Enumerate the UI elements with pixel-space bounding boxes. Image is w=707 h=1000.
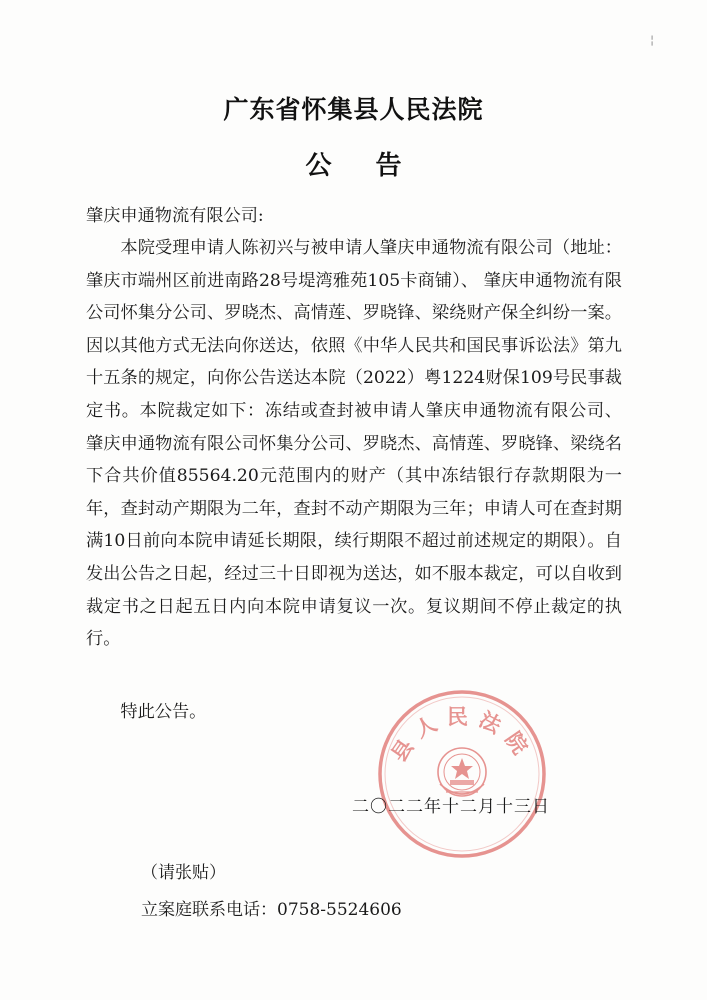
seal-arc-text: 县人民法院 bbox=[385, 703, 539, 767]
scan-corner-mark: ╎ bbox=[649, 36, 656, 47]
contact-phone-line: 立案庭联系电话：0758-5524606 bbox=[141, 900, 402, 920]
posting-instruction: （请张贴） bbox=[141, 863, 226, 883]
document-title: 公告 bbox=[305, 151, 446, 181]
notice-body-paragraph: 本院受理申请人陈初兴与被申请人肇庆申通物流有限公司（地址：肇庆市端州区前进南路28号堤湾雅苑105卡商铺）、 肇庆申通物流有限公司怀集分公司、罗晓杰、高情莲、罗晓锋、梁绕财产保全纠纷一案。因以其他方式无法向你送达，依照《中华人民共和国民事诉讼法》第九十五条的规定，向你公告送达本院（2022）粤1224财保109号民事裁定书。本院裁定如下：冻结或查封被申请人肇庆申通物流有限公司、 肇庆申通物流有限公司怀集分公司、罗晓杰、高情莲、罗晓锋、梁绕名下合共价值85564.20元范围内的财产（其中冻结银行存款期限为一年，查封动产期限为二年，查封不动产期限为三年；申请人可在查封期满10日前向本院申请延长期限，续行期限不超过前述规定的期限）。自发出公告之日起，经过三十日即视为送达，如不服本裁定，可以自收到裁定书之日起五日内向本院申请复议一次。复议期间不停止裁定的执行。 bbox=[86, 238, 622, 650]
national-emblem-icon bbox=[438, 748, 486, 796]
court-name-heading: 广东省怀集县人民法院 bbox=[223, 95, 484, 124]
closing-statement: 特此公告。 bbox=[120, 702, 207, 722]
court-seal-stamp bbox=[376, 688, 548, 860]
document-date: 二〇二二年十二月十三日 bbox=[352, 797, 550, 817]
addressee-line: 肇庆申通物流有限公司: bbox=[86, 206, 264, 226]
